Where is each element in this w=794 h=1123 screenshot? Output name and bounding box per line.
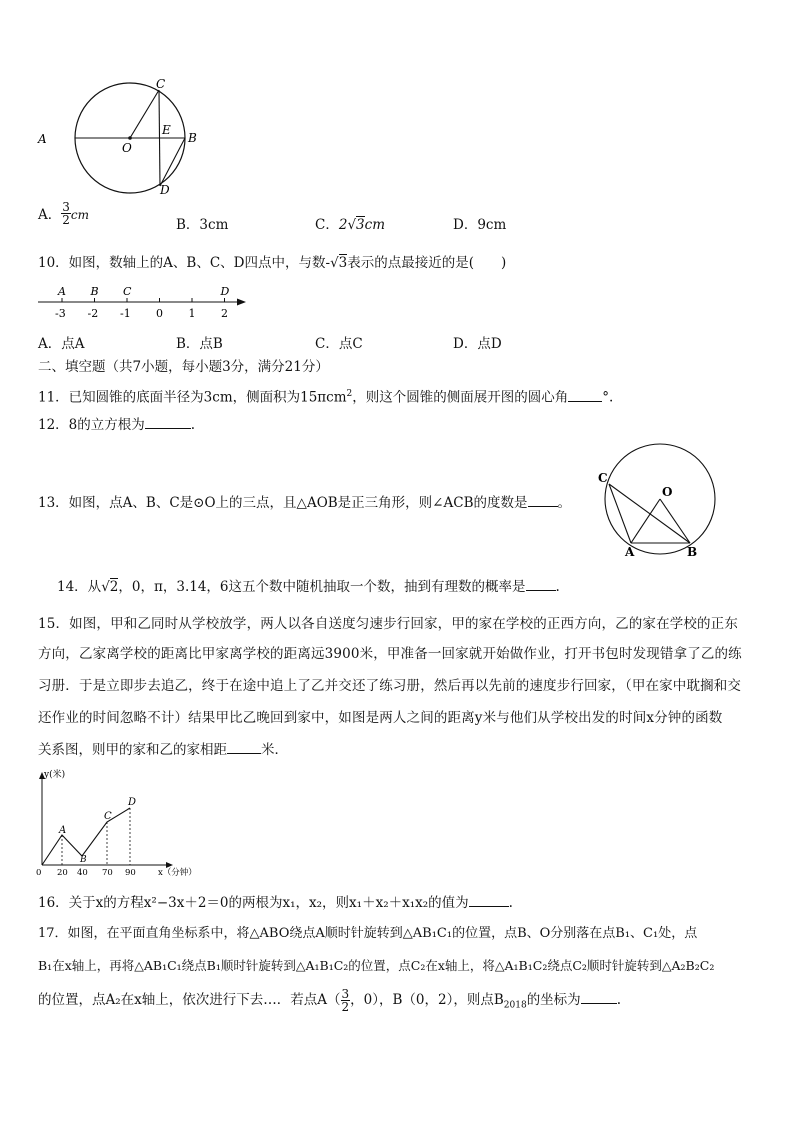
q13-label-c: C: [598, 471, 608, 485]
section-heading: 二、填空题（共7小题，每小题3分，满分21分）: [38, 359, 329, 375]
center-dot: [128, 136, 132, 140]
tick-label: 0: [156, 307, 163, 320]
label-c: C: [156, 77, 166, 91]
q10-option-d: D．点D: [453, 336, 502, 352]
segment-ao: [631, 499, 660, 543]
number-line: [34, 282, 254, 324]
y-axis-label: y(米): [44, 770, 66, 780]
q17-line-1: 17．如图，在平面直角坐标系中，将△ABO绕点A顺时针旋转到△AB₁C₁的位置，点B、O分别落在点B₁、C₁处，点: [38, 926, 698, 941]
q14-radicand: 2: [109, 579, 119, 595]
point-label-d: D: [220, 285, 230, 298]
q17-answer-blank: [581, 991, 617, 1004]
q13-answer-blank: [528, 494, 558, 507]
q10-stem: 10．如图，数轴上的A、B、C、D四点中，与数-√3表示的点最接近的是( ): [38, 255, 507, 271]
q9-c-coef: 2: [338, 217, 348, 233]
radius-oc: [130, 90, 159, 138]
q10-text-a: 10．如图，数轴上的A、B、C、D四点中，与数-: [38, 255, 331, 271]
q11-text-b: ，则这个圆锥的侧面展开图的圆心角: [352, 389, 569, 406]
graph-label-b: B: [80, 855, 87, 865]
q13: [38, 494, 571, 512]
q17-frac-den: 2: [341, 1000, 350, 1014]
graph-label-d: D: [128, 797, 137, 808]
q16-end: .: [508, 895, 513, 911]
segment-db: [160, 138, 185, 186]
q9-option-d: D．9cm: [453, 217, 507, 233]
point-label-b: B: [90, 285, 99, 298]
label-a: A: [38, 132, 47, 146]
q11-sup: 2: [346, 389, 353, 399]
q9-a-numerator: 3: [62, 200, 70, 214]
q17-text-a: 的位置，点A₂在x轴上，依次进行下去…．若点A（: [38, 992, 341, 1008]
q15-line-3: 习册．于是立即步去追乙，终于在途中追上了乙并交还了练习册，然后再以先前的速度步行回家，（甲在家中耽搁和交: [38, 678, 742, 694]
q13-text-b: 。: [557, 495, 571, 511]
point-label-c: C: [123, 285, 132, 298]
q15-last-a: 关系图，则甲的家和乙的家相距: [38, 742, 227, 758]
tick-label: -1: [120, 307, 131, 320]
q13-figure: [594, 444, 724, 559]
segment-bo: [660, 499, 690, 543]
q9-c-radicand: 3: [356, 217, 365, 233]
q15-graph: [30, 765, 220, 880]
q17-text-c: 的坐标为: [526, 992, 581, 1008]
label-b: B: [188, 131, 197, 145]
q15-line-2: 方向，乙家离学校的距离比甲家离学校的距离远3900米，甲准备一回家就开始做作业，打开书包时发现错拿了乙的练: [38, 646, 742, 662]
q10-option-c: C．点C: [315, 336, 363, 352]
q14: 14．从√2，0，π，3.14，6这五个数中随机抽取一个数，抽到有理数的概率是 .: [57, 579, 560, 595]
tick-label: 2: [221, 307, 228, 320]
q11-text-a: 11．已知圆锥的底面半径为3cm，侧面积为15πcm: [38, 389, 347, 406]
x-axis-label: x（分钟）: [158, 868, 197, 878]
xtick-90: 90: [125, 868, 136, 878]
q9-option-b: B．3cm: [176, 217, 229, 233]
q10-text-b: 表示的点最接近的是( ): [347, 255, 507, 271]
xtick-40: 40: [77, 868, 88, 878]
q14-text-a: 14．从: [57, 579, 102, 595]
q12-text-a: 12．8的立方根为: [38, 417, 145, 433]
q14-text-c: .: [555, 579, 560, 595]
origin-label: 0: [36, 868, 42, 878]
chord-cd: [159, 90, 160, 186]
graph-label-c: C: [104, 811, 112, 822]
q9-option-a-prefix: A．: [38, 207, 62, 223]
circle-chord-figure: [30, 77, 197, 198]
q9-option-a: [38, 200, 89, 227]
q17-text-d: .: [616, 992, 621, 1008]
xtick-70: 70: [102, 868, 113, 878]
q16-answer-blank: [469, 894, 509, 907]
q15-line-5: [38, 741, 288, 759]
xtick-20: 20: [57, 868, 68, 878]
q12-text-b: .: [190, 417, 196, 433]
tick-label: -3: [55, 307, 66, 320]
q11: [38, 385, 613, 407]
segment-cb: [609, 484, 690, 543]
q16-text: 16．关于x的方程x²−3x＋2＝0的两根为x₁，x₂，则x₁＋x₂＋x₁x₂的值为: [38, 895, 469, 911]
q11-answer-blank: [568, 389, 602, 402]
q13-text-a: 13．如图，点A、B、C是⊙O上的三点，且△AOB是正三角形，则∠ACB的度数是: [38, 495, 528, 511]
tick-label: -2: [87, 307, 99, 320]
label-o: O: [122, 141, 132, 155]
q11-text-c: °.: [602, 389, 614, 406]
q10-option-a: A．点A: [38, 336, 85, 352]
q9-a-denominator: 2: [62, 213, 70, 227]
q15-last-b: 米．: [261, 742, 288, 758]
q13-label-b: B: [687, 545, 698, 559]
label-e: E: [162, 123, 171, 137]
q17-sub: 2018: [503, 1000, 527, 1011]
q14-text-b: ，0，π，3.14，6这五个数中随机抽取一个数，抽到有理数的概率是: [118, 579, 526, 595]
q15-answer-blank: [227, 741, 261, 754]
q12-answer-blank: [145, 416, 191, 429]
q9-c-unit: cm: [364, 217, 386, 233]
q13-label-o: O: [662, 485, 673, 499]
q15-line-1: 15．如图，甲和乙同时从学校放学，两人以各自送度匀速步行回家，甲的家在学校的正西方向，乙的家在学校的正东: [38, 616, 738, 632]
q17-line-2: B₁在x轴上，再将△AB₁C₁绕点B₁顺时针旋转到△A₁B₁C₂的位置，点C₂在x轴上，将△A₁B₁C₂绕点C₂顺时针旋转到△A₂B₂C₂: [38, 958, 715, 973]
segment-ca: [609, 484, 631, 543]
q10-option-b: B．点B: [176, 336, 223, 352]
q17-frac-num: 3: [341, 987, 350, 1001]
point-label-a: A: [58, 285, 66, 298]
q17-line-3: [38, 985, 621, 1021]
q14-answer-blank: [526, 578, 556, 591]
label-d: D: [160, 183, 170, 197]
tick-label: 1: [188, 307, 196, 320]
q16: [38, 894, 513, 912]
graph-label-a: A: [59, 825, 67, 836]
q9-a-unit: cm: [70, 208, 89, 222]
q9-option-c-prefix: C．: [315, 217, 339, 233]
q15-line-4: 还作业的时间忽略不计）结果甲比乙晚回到家中，如图是两人之间的距离y米与他们从学校出发的时间x分钟的函数: [38, 710, 723, 726]
arrow-right-icon: [237, 299, 246, 306]
q9-option-c: C．2√3cm: [315, 217, 386, 233]
q17-text-b: ，0），B（0，2），则点B: [350, 992, 504, 1008]
q12: [38, 416, 195, 434]
q13-label-a: A: [625, 545, 635, 559]
q10-radicand: 3: [338, 255, 348, 271]
